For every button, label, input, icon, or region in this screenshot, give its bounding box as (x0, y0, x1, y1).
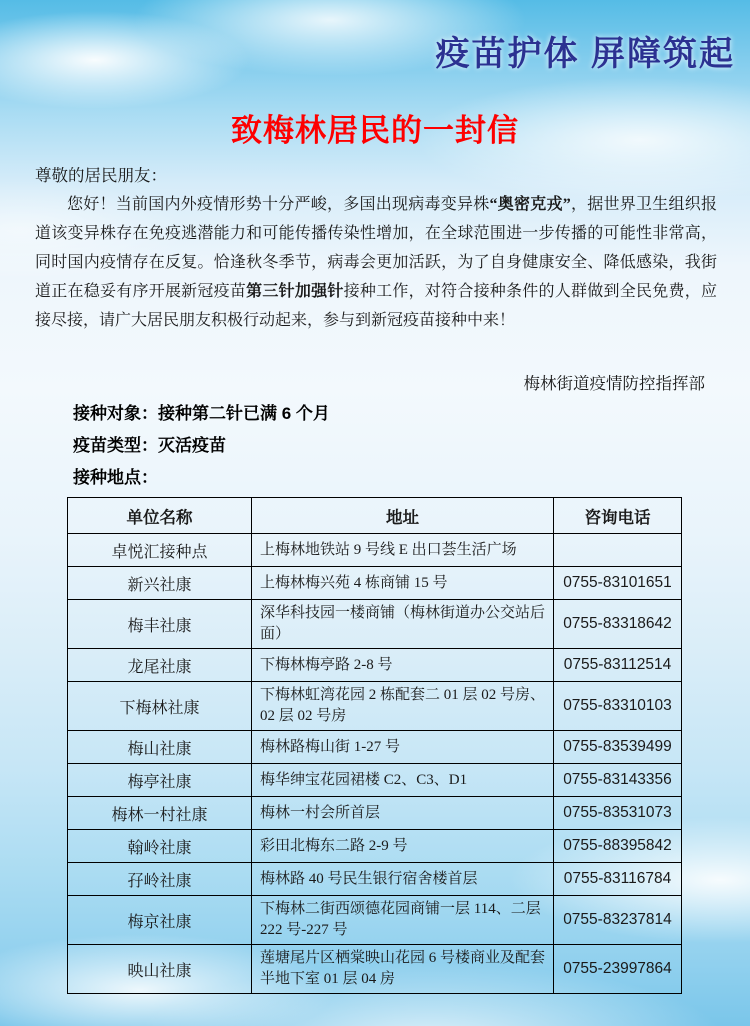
site-address-cell: 莲塘尾片区栖棠映山花园 6 号楼商业及配套半地下室 01 层 04 房 (252, 945, 554, 994)
table-row (68, 600, 682, 649)
site-phone-cell: 0755-83539499 (554, 731, 682, 764)
page-title: 致梅林居民的一封信 (231, 113, 519, 148)
site-address-cell: 下梅林二街西颂德花园商铺一层 114、二层 222 号-227 号 (252, 896, 554, 945)
site-phone-cell: 0755-83237814 (554, 896, 682, 945)
site-name-cell: 卓悦汇接种点 (68, 534, 252, 567)
letter-body (35, 161, 717, 335)
site-phone-cell: 0755-83531073 (554, 797, 682, 830)
letter-signature: 梅林街道疫情防控指挥部 (523, 374, 705, 393)
bold-phrase-variant: “奥密克戎” (489, 196, 571, 213)
table-row (68, 534, 682, 567)
site-address-cell: 梅华绅宝花园裙楼 C2、C3、D1 (252, 764, 554, 797)
site-name-cell: 龙尾社康 (68, 649, 252, 682)
table-row (68, 682, 682, 731)
site-phone-cell: 0755-83112514 (554, 649, 682, 682)
site-address-cell: 下梅林虹湾花园 2 栋配套二 01 层 02 号房、02 层 02 号房 (252, 682, 554, 731)
site-phone-cell: 0755-83318642 (554, 600, 682, 649)
site-name-cell: 梅京社康 (68, 896, 252, 945)
table-row (68, 830, 682, 863)
site-name-cell: 梅亭社康 (68, 764, 252, 797)
table-row (68, 896, 682, 945)
table-row (68, 797, 682, 830)
site-name-cell: 翰岭社康 (68, 830, 252, 863)
site-address-cell: 梅林路 40 号民生银行宿舍楼首层 (252, 863, 554, 896)
vaccination-sites-table (67, 497, 682, 994)
site-phone-cell: 0755-83101651 (554, 567, 682, 600)
site-address-cell: 上梅林梅兴苑 4 栋商铺 15 号 (252, 567, 554, 600)
site-name-cell: 梅丰社康 (68, 600, 252, 649)
site-address-cell: 梅林一村会所首层 (252, 797, 554, 830)
info-line-target: 接种对象：接种第二针已满 6 个月 (73, 404, 330, 423)
site-name-cell: 映山社康 (68, 945, 252, 994)
info-line-location: 接种地点： (73, 468, 158, 487)
site-address-cell: 梅林路梅山街 1-27 号 (252, 731, 554, 764)
banner-slogan: 疫苗护体 屏障筑起 (435, 35, 735, 73)
site-name-cell: 梅山社康 (68, 731, 252, 764)
table-row (68, 567, 682, 600)
header-phone: 咨询电话 (554, 498, 682, 534)
table-row (68, 731, 682, 764)
site-address-cell: 下梅林梅亭路 2-8 号 (252, 649, 554, 682)
paragraph-segment: 您好！当前国内外疫情形势十分严峻，多国出现病毒变异株 (67, 196, 490, 213)
site-name-cell: 新兴社康 (68, 567, 252, 600)
site-phone-cell (554, 534, 682, 567)
bold-phrase-booster: 第三针加强针 (246, 283, 344, 300)
site-phone-cell: 0755-83310103 (554, 682, 682, 731)
site-phone-cell: 0755-83143356 (554, 764, 682, 797)
table-row (68, 863, 682, 896)
paragraph-segment: ，据世界卫生组织报道该变异株存在免疫逃潜能力和可能传播传染性增加，在全球范围进一步传播的可能性非常高，同时国内疫情存在反复。恰逢秋冬季节，病毒会更加活跃，为了自身健康安全、降低感染，我街道正在稳妥有序开展新冠疫苗 (35, 196, 717, 300)
table-header-row (68, 498, 682, 534)
site-phone-cell: 0755-23997864 (554, 945, 682, 994)
letter-paragraph (35, 190, 717, 335)
header-site-name: 单位名称 (68, 498, 252, 534)
site-name-cell: 孖岭社康 (68, 863, 252, 896)
site-phone-cell: 0755-88395842 (554, 830, 682, 863)
site-address-cell: 深华科技园一楼商铺（梅林街道办公交站后面） (252, 600, 554, 649)
site-address-cell: 上梅林地铁站 9 号线 E 出口荟生活广场 (252, 534, 554, 567)
vaccination-info (73, 398, 330, 494)
table-row (68, 945, 682, 994)
site-address-cell: 彩田北梅东二路 2-9 号 (252, 830, 554, 863)
table-row (68, 649, 682, 682)
info-line-vaccine-type: 疫苗类型：灭活疫苗 (73, 436, 226, 455)
header-address: 地址 (252, 498, 554, 534)
site-name-cell: 下梅林社康 (68, 682, 252, 731)
paragraph-segment: 接种工作，对符合接种条件的人群做到全民免费，应接尽接，请广大居民朋友积极行动起来，参与到新冠疫苗接种中来！ (35, 283, 717, 329)
letter-salutation: 尊敬的居民朋友： (35, 166, 167, 185)
table-row (68, 764, 682, 797)
site-phone-cell: 0755-83116784 (554, 863, 682, 896)
site-name-cell: 梅林一村社康 (68, 797, 252, 830)
